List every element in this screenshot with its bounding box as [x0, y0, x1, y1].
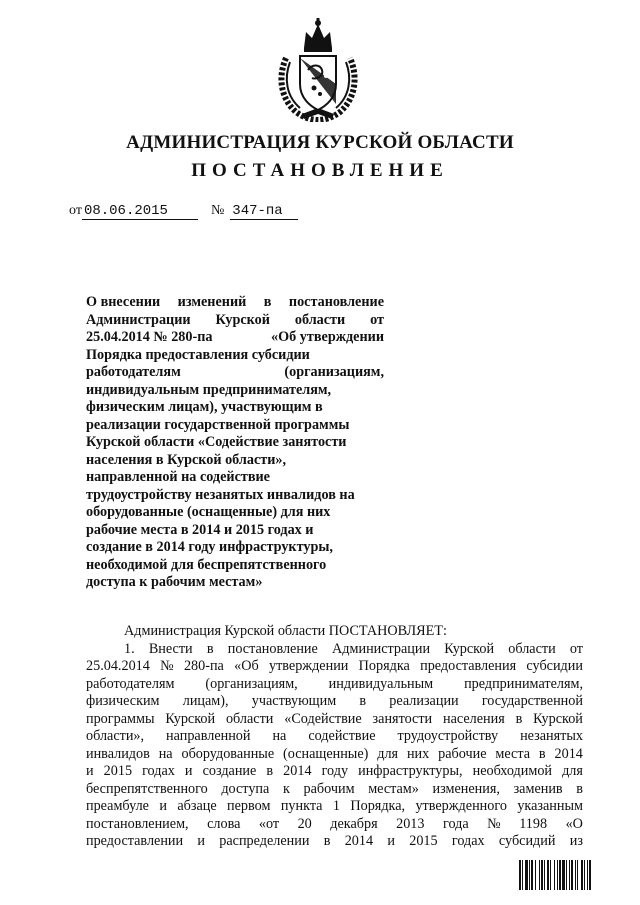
title-line — [86, 382, 384, 400]
word: 25.04.2014 — [86, 658, 150, 674]
word: направленной на содействие — [86, 469, 270, 485]
title-line — [86, 417, 384, 435]
word: лицам), — [182, 693, 229, 709]
word: и — [159, 798, 167, 814]
word: предоставлении — [86, 833, 184, 849]
word: в — [206, 640, 214, 657]
title-line — [86, 574, 384, 592]
word: индивидуальным предпринимателям, — [86, 381, 332, 398]
word: Курской — [444, 640, 495, 657]
word: рабочие места в 2014 и 2015 годах и — [86, 521, 314, 538]
word: постановление — [227, 640, 318, 657]
document-type-heading: ПОСТАНОВЛЕНИЕ — [191, 160, 449, 181]
barcode-bar — [539, 860, 540, 890]
word: 2014 — [283, 763, 312, 779]
word: области — [508, 640, 556, 657]
word: программы — [86, 710, 155, 727]
body-line — [86, 693, 583, 711]
word: 2015 — [103, 763, 133, 779]
title-line — [86, 522, 384, 540]
word: в — [538, 745, 546, 762]
barcode-bar — [559, 860, 561, 890]
word: «Содействие — [284, 710, 362, 727]
word: № — [487, 815, 501, 832]
barcode-bar — [550, 860, 551, 890]
word: в — [263, 294, 272, 310]
word: области — [225, 710, 274, 727]
word: на — [158, 745, 173, 762]
word: «Об утверждении — [271, 329, 384, 345]
word: и — [86, 763, 94, 779]
word: и — [387, 833, 395, 849]
barcode-bar — [569, 860, 570, 890]
body-intro: Администрация Курской области ПОСТАНОВЛЯЕТ: — [124, 623, 447, 639]
word: изменения, — [432, 780, 500, 797]
title-line — [86, 504, 384, 522]
word: создание — [202, 763, 257, 779]
date-prefix: от — [69, 203, 82, 218]
word: Курской области «Содействие занятости — [86, 434, 347, 450]
word: работодателям — [86, 364, 181, 380]
title-line — [86, 539, 384, 557]
word: на — [272, 728, 287, 744]
word: (организациям, — [284, 364, 384, 380]
word: субсидии — [526, 658, 583, 674]
word: оборудованные (оснащенные) для них — [86, 504, 331, 520]
barcode-bar — [557, 860, 558, 890]
word: 25.04.2014 № 280-па — [86, 329, 213, 345]
barcode-bar — [584, 860, 585, 890]
word: декабря — [330, 815, 378, 832]
word: 1198 — [519, 815, 548, 832]
word: Порядка предоставления субсидии — [86, 346, 310, 363]
date-number-line — [69, 203, 298, 220]
word: в — [323, 833, 331, 849]
word: реализации государственной программы — [86, 416, 350, 433]
word: Курской — [533, 710, 583, 727]
title-line — [86, 347, 384, 365]
word: года — [442, 815, 469, 832]
word: трудоустройству — [397, 728, 499, 744]
word: населения — [442, 710, 505, 727]
word: 2014 — [554, 745, 583, 762]
barcode-bar — [522, 860, 523, 890]
word: Внести — [148, 640, 193, 657]
barcode-bar — [587, 860, 588, 890]
body-line — [86, 833, 583, 851]
word: участвующим — [251, 693, 337, 709]
word: 20 — [297, 815, 312, 832]
word: распределении — [219, 833, 310, 849]
word: для — [562, 763, 583, 779]
word: от — [370, 311, 384, 328]
word: доступа к рабочим местам» — [86, 574, 263, 590]
word: Курской — [215, 311, 270, 328]
word: изменений — [177, 294, 247, 310]
coat-of-arms-emblem — [276, 18, 360, 122]
word: физическим лицам), участвующим в — [86, 399, 323, 415]
word: слова — [207, 815, 241, 832]
title-line — [86, 329, 384, 347]
word: области», — [86, 728, 145, 744]
word: 2013 — [396, 815, 425, 832]
word: местам» — [368, 780, 419, 797]
title-line — [86, 487, 384, 505]
title-line — [86, 312, 384, 330]
title-line — [86, 452, 384, 470]
word: трудоустройству незанятых инвалидов на — [86, 486, 355, 503]
word: первом — [227, 798, 271, 814]
word: Курской — [165, 710, 216, 727]
word: годах — [451, 833, 485, 849]
word: «О — [565, 815, 583, 832]
word: абзаце — [177, 798, 217, 814]
word: направленной — [166, 728, 251, 744]
body-line — [86, 763, 583, 781]
organization-name: АДМИНИСТРАЦИЯ КУРСКОЙ ОБЛАСТИ — [126, 132, 514, 153]
barcode-bar — [535, 860, 536, 890]
word: заменив — [513, 780, 563, 797]
word: постановление — [288, 294, 384, 310]
barcode-bar — [547, 860, 549, 890]
word: 2015 — [409, 833, 438, 849]
word: места — [495, 745, 531, 762]
word: в — [266, 763, 274, 779]
barcode-bar — [519, 860, 521, 890]
body-line — [86, 676, 583, 694]
word: необходимой для беспрепятственного — [86, 556, 327, 573]
word: постановлением, — [86, 815, 189, 832]
word: физическим — [86, 693, 160, 709]
word: «Об — [234, 658, 259, 674]
title-line — [86, 469, 384, 487]
document-body — [86, 623, 583, 851]
word: к — [282, 780, 290, 797]
word: 1 — [332, 798, 340, 814]
word: в — [359, 693, 367, 709]
word: занятости — [372, 710, 433, 727]
word: указанным — [517, 798, 583, 814]
word: (организациям, — [205, 675, 298, 692]
body-line — [86, 711, 583, 729]
word: содействие — [308, 728, 376, 744]
word: беспрепятственного — [86, 780, 208, 797]
body-line — [86, 641, 583, 659]
title-line — [86, 399, 384, 417]
barcode-bar — [566, 860, 567, 890]
word: утвержденного — [415, 798, 507, 814]
body-line — [86, 781, 583, 799]
word: Порядка — [358, 658, 410, 674]
word: и — [184, 763, 193, 779]
body-line — [86, 816, 583, 834]
word: оборудованные — [181, 745, 275, 762]
barcode-bar — [554, 860, 555, 890]
word: и — [197, 833, 205, 849]
word: предпринимателям, — [464, 675, 583, 692]
word: них — [406, 745, 430, 762]
body-line — [86, 746, 583, 764]
word: инфраструктуры, — [358, 763, 463, 779]
word: населения в Курской области», — [86, 451, 287, 468]
barcode-bar — [525, 860, 528, 890]
word: от — [569, 640, 583, 657]
word: № — [160, 658, 174, 674]
barcode-bar — [571, 860, 573, 890]
document-number: 347-па — [230, 204, 298, 220]
body-line — [86, 658, 583, 676]
barcode-bar — [577, 860, 578, 890]
barcode-bar — [541, 860, 543, 890]
barcode-bar — [562, 860, 565, 890]
body-line — [86, 728, 583, 746]
word: области — [294, 311, 346, 328]
word: для — [377, 745, 399, 762]
word: субсидий — [498, 833, 556, 849]
word: незанятых — [520, 728, 583, 744]
document-date: 08.06.2015 — [82, 204, 198, 220]
word: в — [515, 710, 523, 727]
word: из — [569, 833, 583, 849]
word: реализации — [389, 693, 459, 709]
word: утверждении — [268, 658, 349, 674]
document-subject-title — [86, 294, 384, 592]
title-line — [86, 434, 384, 452]
word: «от — [258, 815, 280, 832]
word: году — [321, 763, 349, 779]
number-prefix: № — [210, 203, 225, 218]
word: инвалидов — [86, 745, 150, 762]
word: 280-па — [183, 658, 224, 674]
barcode-bar — [581, 860, 583, 890]
barcode-bar — [544, 860, 545, 890]
word: рабочим — [303, 780, 355, 797]
title-line — [86, 364, 384, 382]
word: работодателям — [86, 675, 175, 692]
word: Администрации — [86, 311, 191, 328]
title-line — [86, 557, 384, 575]
word: предоставления — [420, 658, 517, 674]
word: пункта — [280, 798, 323, 814]
word: Администрации — [332, 640, 431, 657]
word: индивидуальным — [328, 675, 434, 692]
title-line — [86, 294, 384, 312]
word: преамбуле — [86, 798, 149, 814]
word: годах — [142, 763, 175, 779]
barcode-bar — [589, 860, 591, 890]
word: доступа — [221, 780, 270, 797]
word: Порядка, — [350, 798, 406, 814]
barcode-image — [519, 860, 617, 890]
word: 2014 — [344, 833, 374, 849]
word: О внесении — [86, 294, 161, 310]
word: создание в 2014 году инфраструктуры, — [86, 539, 333, 555]
word: (оснащенные) — [283, 745, 369, 762]
word: необходимой — [472, 763, 552, 779]
word: в — [576, 780, 583, 797]
word: рабочие — [438, 745, 487, 762]
barcode-bar — [531, 860, 533, 890]
body-line — [86, 798, 583, 816]
word: 1. — [124, 640, 135, 657]
barcode-bar — [529, 860, 530, 890]
word: государственной — [481, 693, 583, 709]
barcode-bar — [575, 860, 576, 890]
